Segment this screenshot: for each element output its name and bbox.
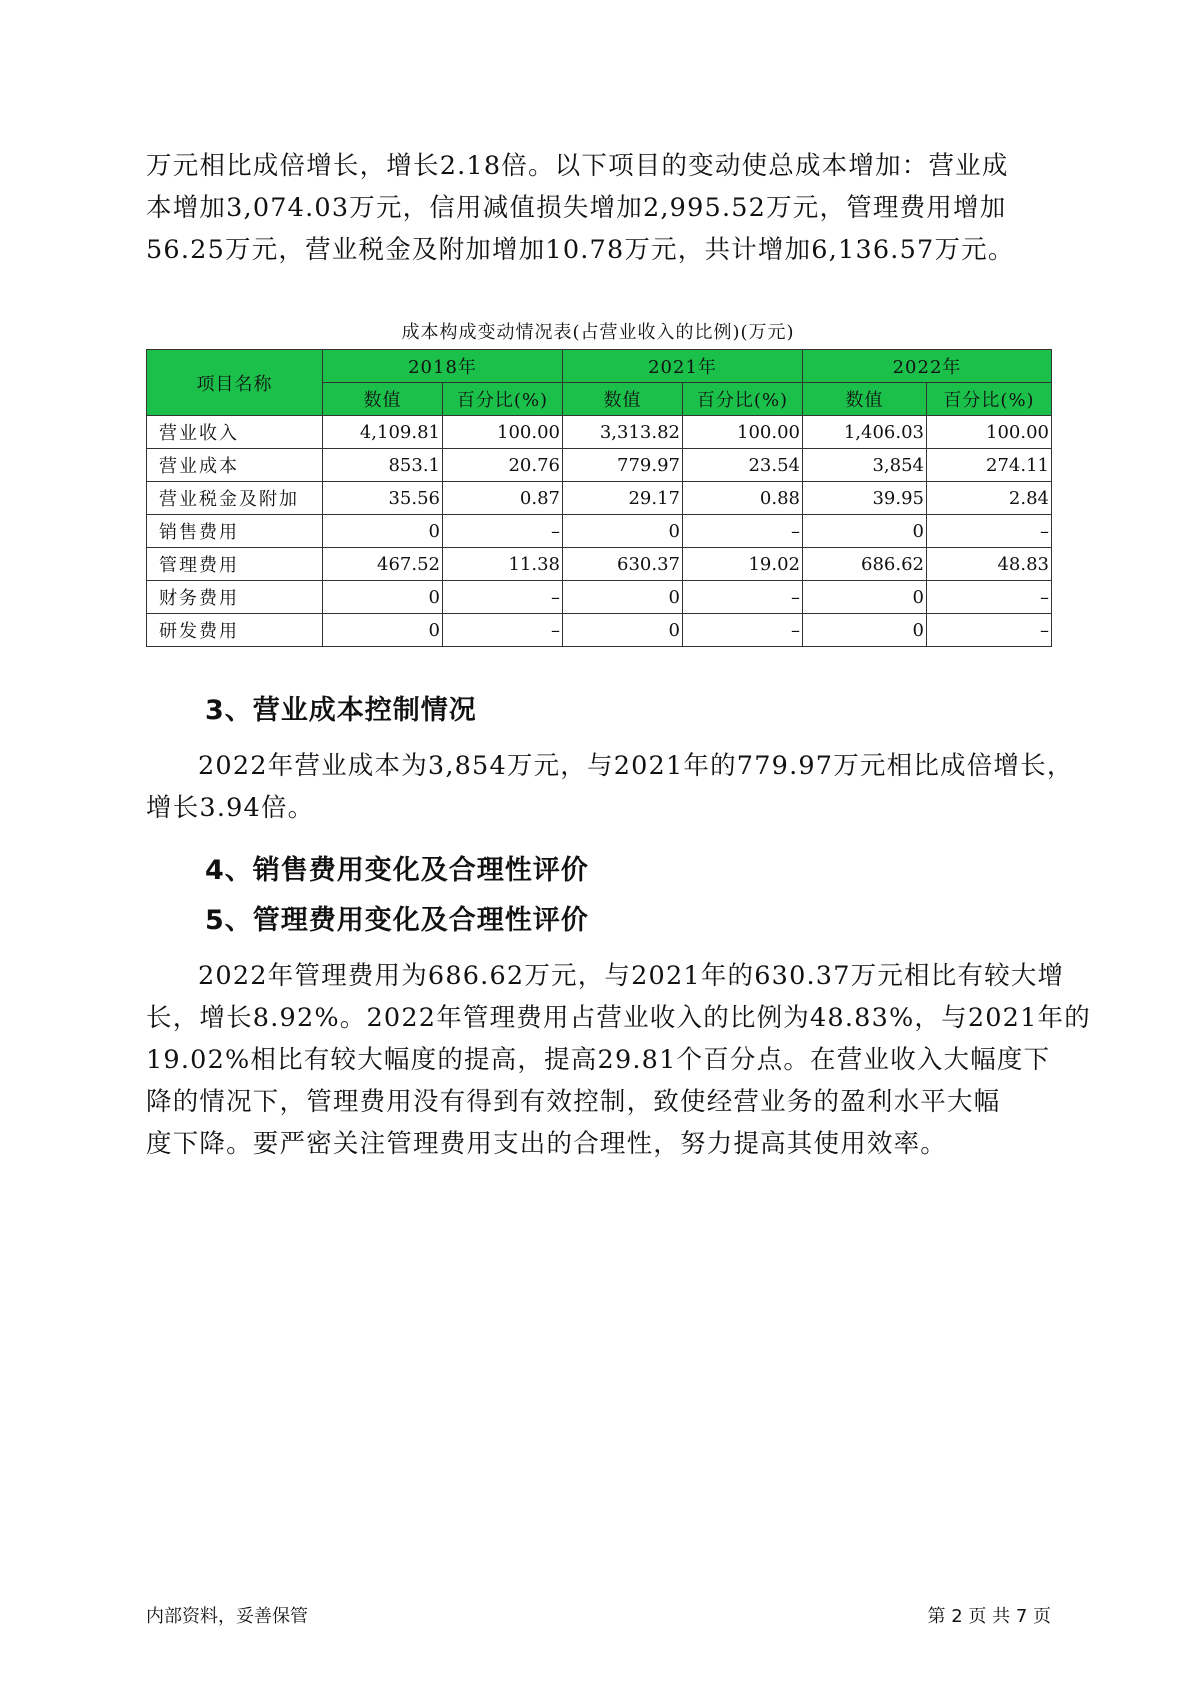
table-cell: – xyxy=(927,614,1052,647)
table-cell: 0 xyxy=(803,581,927,614)
paragraph-line: 2022年营业成本为3,854万元，与2021年的779.97万元相比成倍增长， xyxy=(198,751,1074,781)
table-cell: 0 xyxy=(563,515,683,548)
table-cell: 35.56 xyxy=(323,482,443,515)
header-value: 数值 xyxy=(803,383,927,416)
table-cell: 20.76 xyxy=(443,449,563,482)
paragraph-line: 本增加3,074.03万元，信用减值损失增加2,995.52万元，管理费用增加 xyxy=(146,193,1007,223)
header-percent: 百分比(%) xyxy=(443,383,563,416)
table-cell: 11.38 xyxy=(443,548,563,581)
table-cell: – xyxy=(927,581,1052,614)
table-cell: 2.84 xyxy=(927,482,1052,515)
section-5-paragraph xyxy=(146,955,1091,1165)
table-cell: – xyxy=(443,581,563,614)
row-label: 研发费用 xyxy=(147,614,323,647)
table-row xyxy=(147,416,1052,449)
section-3-heading: 3、营业成本控制情况 xyxy=(205,695,477,726)
table-row xyxy=(147,548,1052,581)
header-value: 数值 xyxy=(323,383,443,416)
paragraph-line: 长，增长8.92%。2022年管理费用占营业收入的比例为48.83%，与2021年的 xyxy=(146,1003,1091,1033)
table-cell: – xyxy=(443,515,563,548)
paragraph-line: 19.02%相比有较大幅度的提高，提高29.81个百分点。在营业收入大幅度下 xyxy=(146,1045,1051,1075)
intro-paragraph xyxy=(146,145,1046,271)
row-label: 财务费用 xyxy=(147,581,323,614)
header-item-name: 项目名称 xyxy=(147,350,323,416)
section-3-paragraph xyxy=(146,745,1074,829)
table-cell: 100.00 xyxy=(443,416,563,449)
table-cell: 19.02 xyxy=(683,548,803,581)
header-percent: 百分比(%) xyxy=(683,383,803,416)
table-cell: – xyxy=(683,515,803,548)
table-cell: 274.11 xyxy=(927,449,1052,482)
table-cell: 0 xyxy=(803,614,927,647)
table-cell: 1,406.03 xyxy=(803,416,927,449)
table-cell: – xyxy=(683,581,803,614)
header-year: 2022年 xyxy=(803,350,1052,383)
table-cell: 100.00 xyxy=(927,416,1052,449)
table-caption: 成本构成变动情况表(占营业收入的比例)(万元) xyxy=(401,322,795,343)
table-row xyxy=(147,449,1052,482)
paragraph-line: 降的情况下，管理费用没有得到有效控制，致使经营业务的盈利水平大幅 xyxy=(146,1087,1001,1117)
table-cell: 3,854 xyxy=(803,449,927,482)
table-cell: 0.88 xyxy=(683,482,803,515)
row-label: 营业收入 xyxy=(147,416,323,449)
footer-page-number: 第 2 页 共 7 页 xyxy=(927,1606,1051,1627)
header-year: 2021年 xyxy=(563,350,803,383)
table-cell: – xyxy=(443,614,563,647)
table-cell: 100.00 xyxy=(683,416,803,449)
row-label: 管理费用 xyxy=(147,548,323,581)
table-cell: 0 xyxy=(323,581,443,614)
row-label: 销售费用 xyxy=(147,515,323,548)
header-year: 2018年 xyxy=(323,350,563,383)
paragraph-line: 度下降。要严密关注管理费用支出的合理性，努力提高其使用效率。 xyxy=(146,1129,948,1159)
paragraph-line: 2022年管理费用为686.62万元，与2021年的630.37万元相比有较大增 xyxy=(198,961,1065,991)
paragraph-line: 56.25万元，营业税金及附加增加10.78万元，共计增加6,136.57万元。 xyxy=(146,235,1015,265)
header-value: 数值 xyxy=(563,383,683,416)
row-label: 营业税金及附加 xyxy=(147,482,323,515)
table-cell: 4,109.81 xyxy=(323,416,443,449)
table-cell: – xyxy=(927,515,1052,548)
section-5-heading: 5、管理费用变化及合理性评价 xyxy=(205,905,589,936)
table-cell: 3,313.82 xyxy=(563,416,683,449)
table-row xyxy=(147,515,1052,548)
table-row xyxy=(147,482,1052,515)
table-cell: 0 xyxy=(323,515,443,548)
table-cell: 853.1 xyxy=(323,449,443,482)
table-cell: 23.54 xyxy=(683,449,803,482)
table-row xyxy=(147,614,1052,647)
table-cell: – xyxy=(683,614,803,647)
table-cell: 686.62 xyxy=(803,548,927,581)
paragraph-line: 万元相比成倍增长，增长2.18倍。以下项目的变动使总成本增加：营业成 xyxy=(146,151,1009,181)
table-cell: 48.83 xyxy=(927,548,1052,581)
table-row xyxy=(147,581,1052,614)
row-label: 营业成本 xyxy=(147,449,323,482)
table-cell: 39.95 xyxy=(803,482,927,515)
table-cell: 0.87 xyxy=(443,482,563,515)
table-cell: 0 xyxy=(323,614,443,647)
table-cell: 630.37 xyxy=(563,548,683,581)
paragraph-line: 增长3.94倍。 xyxy=(146,793,315,823)
table-cell: 0 xyxy=(563,614,683,647)
footer-confidential-note: 内部资料，妥善保管 xyxy=(146,1606,308,1627)
table-cell: 467.52 xyxy=(323,548,443,581)
table-cell: 0 xyxy=(803,515,927,548)
table-cell: 29.17 xyxy=(563,482,683,515)
table-cell: 779.97 xyxy=(563,449,683,482)
section-4-heading: 4、销售费用变化及合理性评价 xyxy=(205,855,589,886)
header-percent: 百分比(%) xyxy=(927,383,1052,416)
cost-structure-table xyxy=(146,349,1052,647)
table-cell: 0 xyxy=(563,581,683,614)
